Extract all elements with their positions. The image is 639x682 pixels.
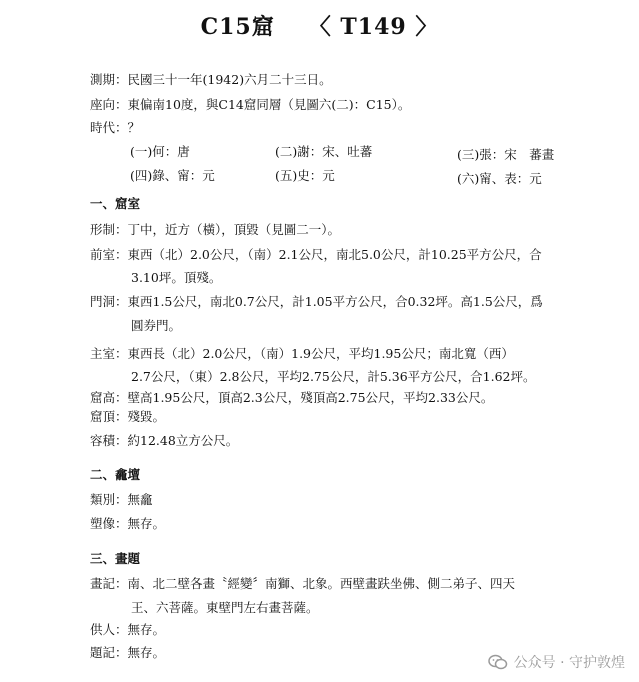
doorway-line: 門洞：東西1.5公尺，南北0.7公尺，計1.05平方公尺，合0.32坪。高1.5公尺，爲 [90, 294, 543, 309]
alt-cave-number: 〈 T149 〉 [308, 14, 439, 40]
cave-number: C15窟 [200, 14, 275, 40]
wechat-icon [488, 654, 508, 670]
era-item: (六)甯、表：元 [457, 171, 542, 186]
section-heading: 一、窟室 [90, 196, 141, 211]
cave-ceiling-line: 窟頂：殘毀。 [90, 409, 166, 424]
cave-height-line: 窟高：壁高1.95公尺，頂高2.3公尺，殘頂高2.75公尺，平均2.33公尺。 [90, 390, 494, 405]
painting-line: 畫記：南、北二壁各畫〝經變〞南獅、北象。西壁畫趺坐佛、側二弟子、四天 [90, 576, 516, 591]
page-title [0, 10, 639, 41]
era-label: 時代：？ [90, 120, 141, 135]
section-heading: 三、畫題 [90, 551, 141, 566]
era-item: (三)張：宋 蕃畫 [457, 147, 555, 162]
survey-date: 測期：民國三十一年(1942)六月二十三日。 [90, 72, 332, 87]
form-line: 形制：丁中，近方（橫），頂毀（見圖二一）。 [90, 222, 341, 237]
era-item: (五)史：元 [275, 168, 335, 183]
niche-type-line: 類別：無龕 [90, 492, 153, 507]
era-item: (一)何：唐 [130, 144, 190, 159]
watermark [488, 652, 625, 672]
front-room-line-cont: 3.10坪。頂殘。 [131, 270, 222, 285]
donor-line: 供人：無存。 [90, 622, 166, 637]
main-room-line-cont: 2.7公尺，（東）2.8公尺，平均2.75公尺，計5.36平方公尺，合1.62坪。 [131, 369, 536, 384]
era-item: (二)謝：宋、吐蕃 [275, 144, 373, 159]
era-item: (四)錄、甯：元 [130, 168, 215, 183]
doorway-line-cont: 圓券門。 [131, 318, 182, 333]
main-room-line: 主室：東西長（北）2.0公尺，（南）1.9公尺，平均1.95公尺；南北寬（西） [90, 346, 514, 361]
orientation: 座向：東偏南10度，與C14窟同層（見圖六(二)：C15）。 [90, 97, 411, 112]
statue-line: 塑像：無存。 [90, 516, 166, 531]
watermark-text: 公众号 · 守护敦煌 [513, 655, 625, 671]
front-room-line: 前室：東西（北）2.0公尺，（南）2.1公尺，南北5.0公尺，計10.25平方公尺，合 [90, 247, 542, 262]
inscription-line: 題記：無存。 [90, 645, 166, 660]
section-heading: 二、龕壇 [90, 467, 141, 482]
volume-line: 容積：約12.48立方公尺。 [90, 433, 239, 448]
painting-line-cont: 王、六菩薩。東壁門左右畫菩薩。 [131, 600, 319, 615]
